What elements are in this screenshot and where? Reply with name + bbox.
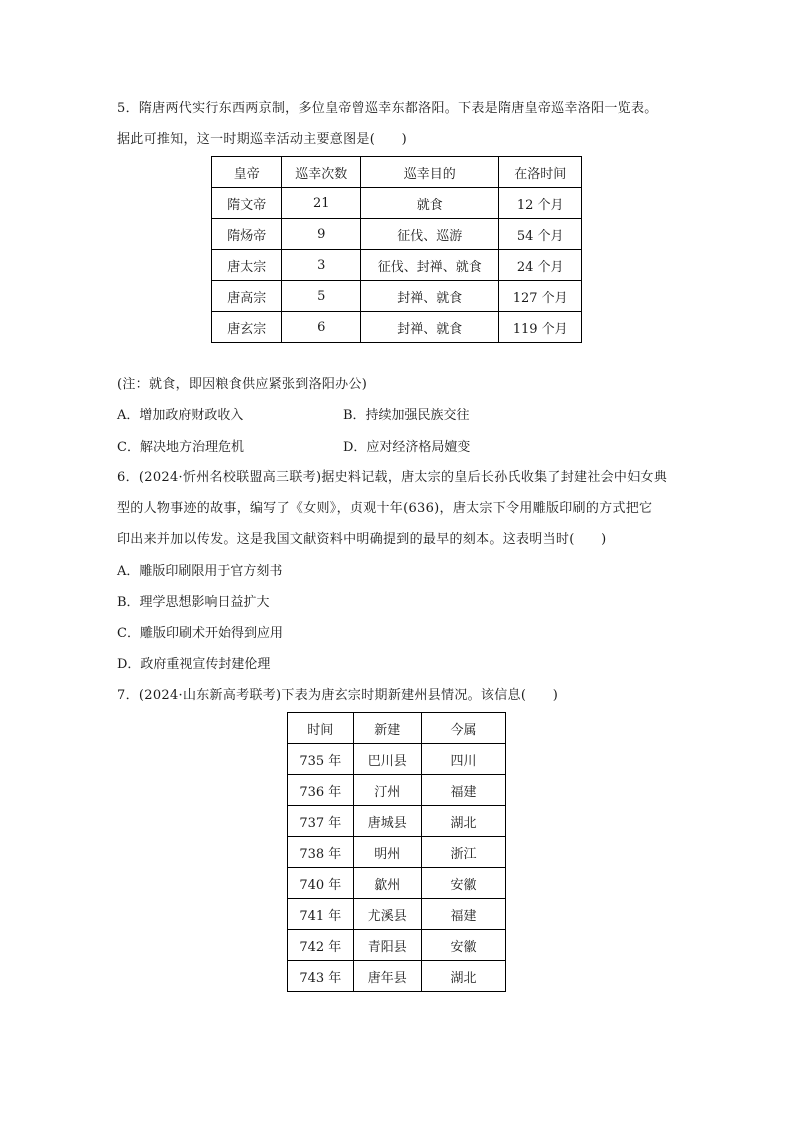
q6-option-c: C．雕版印刷术开始得到应用 xyxy=(117,626,283,641)
q6-stem-line2: 型的人物事迹的故事，编写了《女则》，贞观十年(636)，唐太宗下令用雕版印刷的方式把它 xyxy=(117,501,653,516)
table-cell: 征伐、封禅、就食 xyxy=(361,250,499,281)
table-cell: 隋炀帝 xyxy=(212,219,282,250)
table-row xyxy=(288,744,506,775)
table-cell: 740 年 xyxy=(288,868,354,899)
table-cell: 福建 xyxy=(422,775,506,806)
table-header-cell: 时间 xyxy=(288,713,354,744)
q6-option-d: D．政府重视宣传封建伦理 xyxy=(117,657,271,672)
table-cell: 就食 xyxy=(361,188,499,219)
q5-option-d: D．应对经济格局嬗变 xyxy=(343,440,471,455)
table-cell: 唐太宗 xyxy=(212,250,282,281)
table-header-cell: 巡幸次数 xyxy=(282,157,361,188)
table-cell: 738 年 xyxy=(288,837,354,868)
table-header-row xyxy=(212,157,582,188)
table-row xyxy=(288,868,506,899)
table-cell: 741 年 xyxy=(288,899,354,930)
table-cell: 5 xyxy=(282,281,361,312)
table-cell: 3 xyxy=(282,250,361,281)
table-cell: 巴川县 xyxy=(353,744,421,775)
table-cell: 歙州 xyxy=(353,868,421,899)
table-cell: 743 年 xyxy=(288,961,354,992)
table-cell: 青阳县 xyxy=(353,930,421,961)
table-row xyxy=(212,188,582,219)
table-row xyxy=(288,961,506,992)
table-row xyxy=(288,899,506,930)
table-row xyxy=(212,250,582,281)
table-row xyxy=(288,837,506,868)
table-header-cell: 巡幸目的 xyxy=(361,157,499,188)
table-cell: 6 xyxy=(282,312,361,343)
table-header-cell: 新建 xyxy=(353,713,421,744)
table-cell: 742 年 xyxy=(288,930,354,961)
table-row xyxy=(288,930,506,961)
table-header-cell: 皇帝 xyxy=(212,157,282,188)
table-cell: 征伐、巡游 xyxy=(361,219,499,250)
q5-option-c: C．解决地方治理危机 xyxy=(117,440,244,455)
table-cell: 唐年县 xyxy=(353,961,421,992)
table-row xyxy=(288,775,506,806)
table-cell: 735 年 xyxy=(288,744,354,775)
q7-stem: 7．(2024·山东新高考联考)下表为唐玄宗时期新建州县情况。该信息( ) xyxy=(117,688,559,703)
table-cell: 21 xyxy=(282,188,361,219)
q6-option-a: A．雕版印刷限用于官方刻书 xyxy=(117,564,283,579)
table-cell: 24 个月 xyxy=(499,250,582,281)
table-header-cell: 在洛时间 xyxy=(499,157,582,188)
table-cell: 明州 xyxy=(353,837,421,868)
table-cell: 封禅、就食 xyxy=(361,281,499,312)
table-cell: 119 个月 xyxy=(499,312,582,343)
q5-note: (注：就食，即因粮食供应紧张到洛阳办公) xyxy=(117,377,368,392)
q6-stem-line3: 印出来并加以传发。这是我国文献资料中明确提到的最早的刻本。这表明当时( ) xyxy=(117,532,607,547)
q6-option-b: B．理学思想影响日益扩大 xyxy=(117,595,270,610)
table-cell: 湖北 xyxy=(422,806,506,837)
table-cell: 736 年 xyxy=(288,775,354,806)
table-cell: 湖北 xyxy=(422,961,506,992)
q7-county-table xyxy=(287,712,506,992)
table-cell: 唐高宗 xyxy=(212,281,282,312)
table-cell: 54 个月 xyxy=(499,219,582,250)
table-cell: 封禅、就食 xyxy=(361,312,499,343)
table-header-cell: 今属 xyxy=(422,713,506,744)
table-cell: 安徽 xyxy=(422,930,506,961)
table-cell: 127 个月 xyxy=(499,281,582,312)
q5-option-a: A．增加政府财政收入 xyxy=(117,408,244,423)
table-cell: 唐城县 xyxy=(353,806,421,837)
table-cell: 福建 xyxy=(422,899,506,930)
table-cell: 尤溪县 xyxy=(353,899,421,930)
q5-stem-line1: 5．隋唐两代实行东西两京制，多位皇帝曾巡幸东都洛阳。下表是隋唐皇帝巡幸洛阳一览表。 xyxy=(117,101,658,116)
table-row xyxy=(212,281,582,312)
table-cell: 唐玄宗 xyxy=(212,312,282,343)
q6-stem-line1: 6．(2024·忻州名校联盟高三联考)据史料记载，唐太宗的皇后长孙氏收集了封建社会中妇女典 xyxy=(117,470,668,485)
table-row xyxy=(212,219,582,250)
table-cell: 9 xyxy=(282,219,361,250)
table-cell: 737 年 xyxy=(288,806,354,837)
table-row xyxy=(212,312,582,343)
table-cell: 浙江 xyxy=(422,837,506,868)
table-cell: 汀州 xyxy=(353,775,421,806)
q5-stem-line2: 据此可推知，这一时期巡幸活动主要意图是( ) xyxy=(117,132,408,147)
table-cell: 安徽 xyxy=(422,868,506,899)
table-cell: 四川 xyxy=(422,744,506,775)
table-header-row xyxy=(288,713,506,744)
q5-option-b: B．持续加强民族交往 xyxy=(343,408,470,423)
table-cell: 隋文帝 xyxy=(212,188,282,219)
table-cell: 12 个月 xyxy=(499,188,582,219)
table-row xyxy=(288,806,506,837)
q5-emperor-table xyxy=(211,156,582,343)
